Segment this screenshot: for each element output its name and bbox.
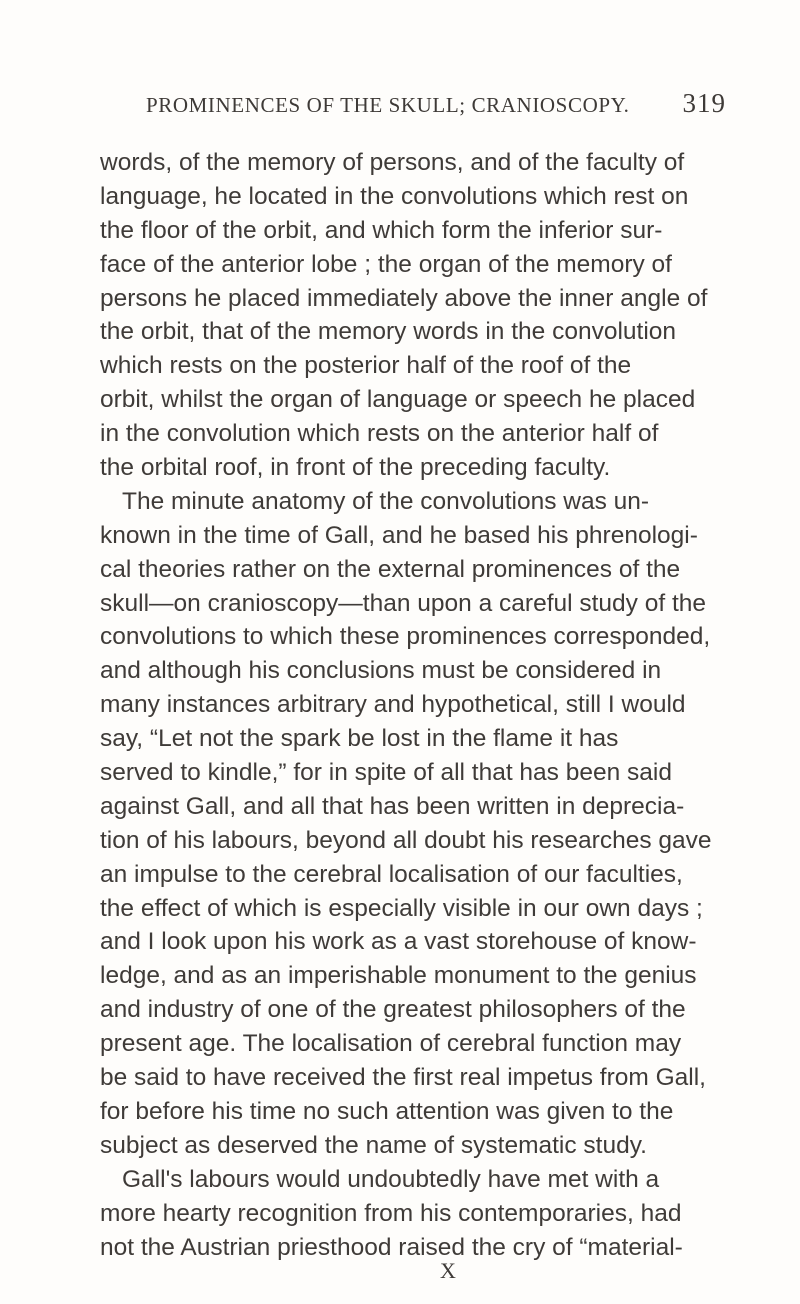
text-line: face of the anterior lobe ; the organ of the memory of — [100, 250, 672, 278]
text-line: an impulse to the cerebral localisation of our faculties, — [100, 860, 683, 888]
text-line: the effect of which is especially visible in our own days ; — [100, 894, 703, 922]
text-line: words, of the memory of persons, and of the faculty of — [100, 149, 685, 176]
text-line: against Gall, and all that has been written in deprecia- — [100, 792, 685, 820]
text-line: for before his time no such attention was given to the — [100, 1097, 674, 1125]
text-line: in the convolution which rests on the anterior half of — [100, 420, 659, 448]
text-line: known in the time of Gall, and he based his phrenologi- — [100, 521, 698, 549]
text-line: skull—on cranioscopy—than upon a careful study of the — [100, 589, 707, 617]
text-line: and although his conclusions must be considered in — [100, 657, 662, 685]
text-line: persons he placed immediately above the inner angle of — [100, 284, 708, 312]
text-line: the orbit, that of the memory words in the convolution — [100, 318, 677, 346]
signature-mark: X — [440, 1258, 456, 1283]
text-line: many instances arbitrary and hypothetical, still I would — [100, 691, 686, 719]
text-line: ledge, and as an imperishable monument to the genius — [100, 962, 697, 990]
text-line: the orbital roof, in front of the preceding faculty. — [100, 454, 611, 482]
running-title: PROMINENCES OF THE SKULL; CRANIOSCOPY. — [146, 93, 630, 117]
text-line: tion of his labours, beyond all doubt his researches gave — [100, 826, 712, 854]
text-line: served to kindle,” for in spite of all that has been said — [100, 759, 672, 787]
text-line: and I look upon his work as a vast storehouse of know- — [100, 928, 697, 956]
text-line: and industry of one of the greatest philosophers of the — [100, 996, 686, 1024]
text-line: which rests on the posterior half of the roof of the — [100, 352, 632, 380]
paragraph-start-line: Gall's labours would undoubtedly have met with a — [122, 1165, 660, 1193]
text-line: say, “Let not the spark be lost in the flame it has — [100, 725, 619, 753]
text-line: be said to have received the first real impetus from Gall, — [100, 1064, 706, 1092]
text-line: convolutions to which these prominences corresponded, — [100, 623, 711, 651]
text-line: the floor of the orbit, and which form the inferior sur- — [100, 216, 663, 244]
text-line: present age. The localisation of cerebral function may — [100, 1030, 682, 1058]
text-line: subject as deserved the name of systematic study. — [100, 1131, 647, 1159]
body-text — [100, 146, 712, 1264]
paragraph-start-line: The minute anatomy of the convolutions was un- — [122, 487, 650, 515]
text-line: orbit, whilst the organ of language or speech he placed — [100, 386, 696, 414]
text-line: cal theories rather on the external prominences of the — [100, 555, 681, 583]
page-number: 319 — [682, 88, 726, 118]
text-line: not the Austrian priesthood raised the cry of “material- — [100, 1233, 683, 1261]
text-line: more hearty recognition from his contemporaries, had — [100, 1199, 682, 1227]
running-head — [146, 88, 726, 122]
text-line: language, he located in the convolutions which rest on — [100, 182, 689, 210]
